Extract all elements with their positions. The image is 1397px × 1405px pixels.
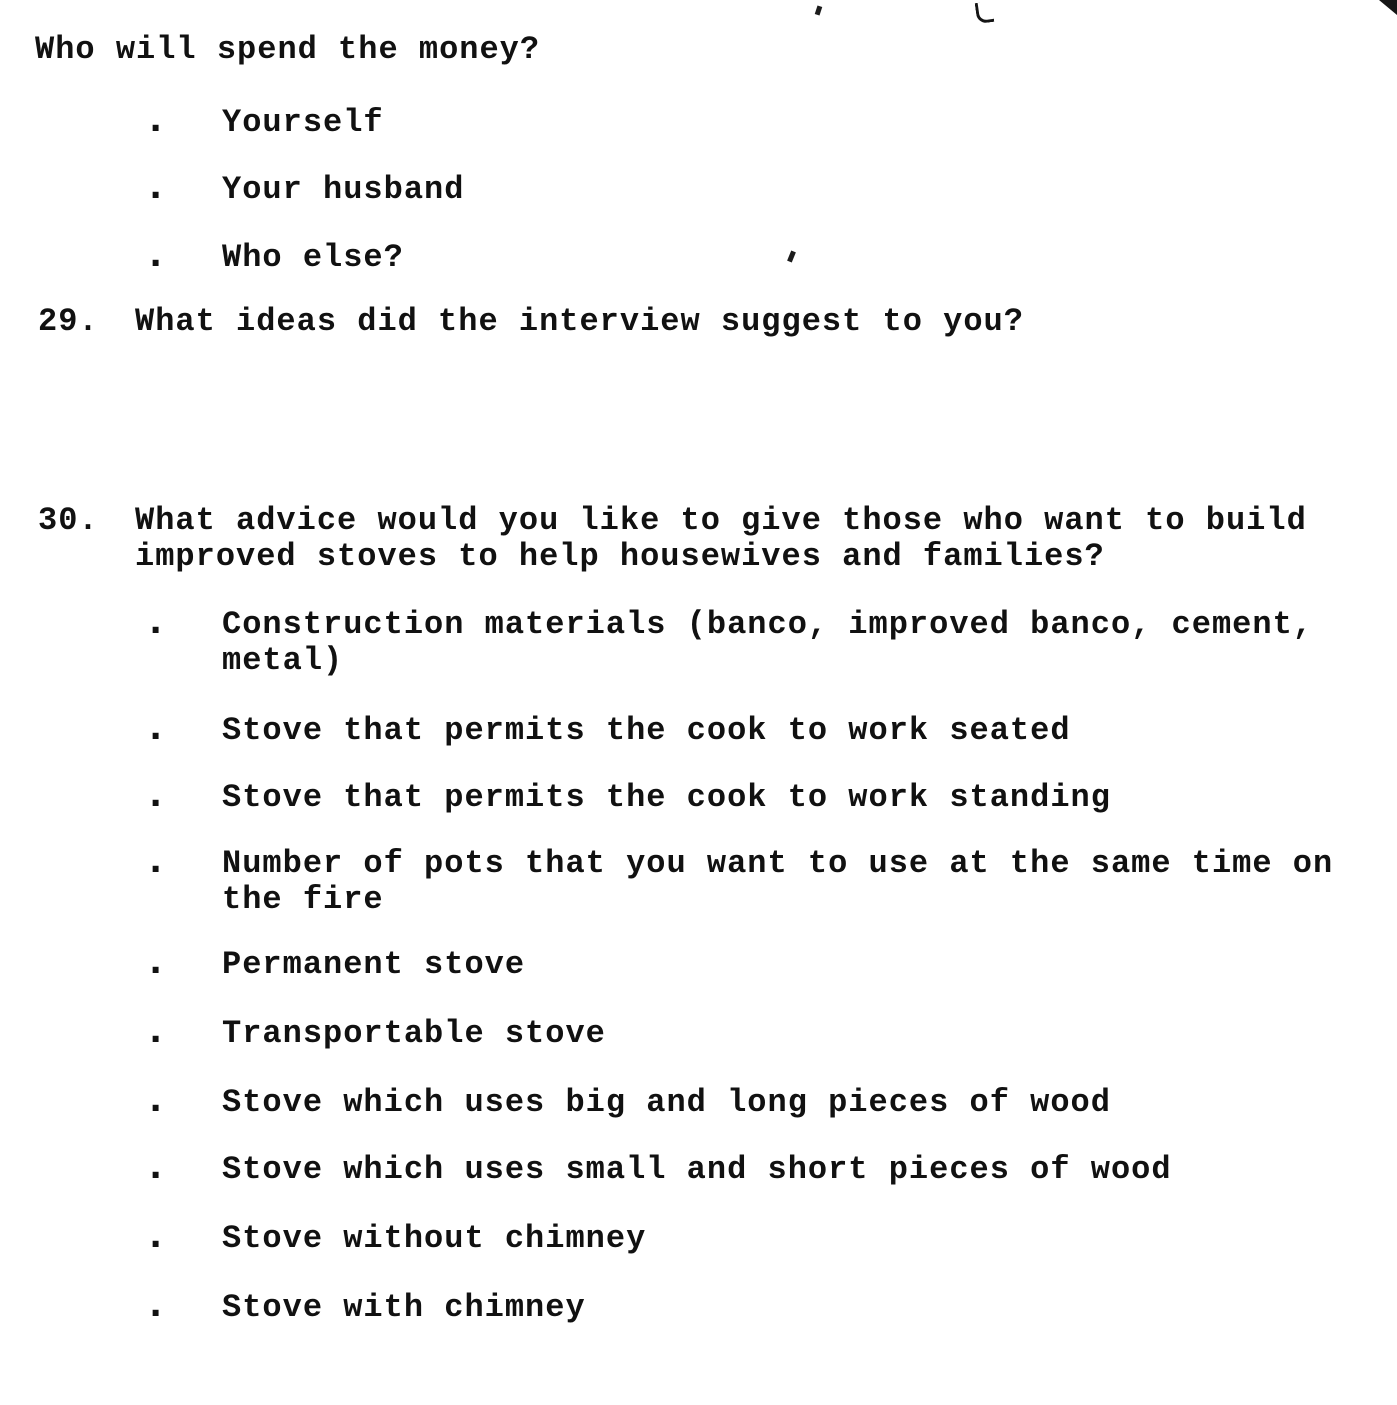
lead-question-text: Who will spend the money?	[35, 31, 541, 68]
bullet-icon: .	[143, 837, 170, 885]
option-label: Stove without chimney	[222, 1220, 647, 1257]
question-text: What advice would you like to give those who want to build improved stoves to help housewives and families?	[135, 502, 1307, 575]
option-label: Construction materials (banco, improved banco, cement, metal)	[222, 606, 1313, 679]
q30-option-row	[143, 1143, 1352, 1191]
bullet-icon: .	[143, 1143, 170, 1191]
scan-artifact-speck	[815, 5, 823, 15]
option-label: Number of pots that you want to use at the same time on the fire	[222, 845, 1334, 918]
option-label: Stove that permits the cook to work standing	[222, 779, 1111, 816]
bullet-icon: .	[143, 1076, 170, 1124]
bullet-icon: .	[143, 598, 170, 646]
lead-option-row	[143, 96, 1352, 144]
option-label: Stove that permits the cook to work seated	[222, 712, 1071, 749]
bullet-icon: .	[143, 96, 170, 144]
question-30	[0, 503, 1397, 575]
q30-option-row	[143, 938, 1352, 986]
q30-option-row	[143, 837, 1352, 918]
question-number: 30.	[38, 502, 99, 539]
question-number: 29.	[38, 303, 99, 340]
question-29	[0, 304, 1397, 340]
q30-option-row	[143, 1007, 1352, 1055]
scan-artifact-curve	[975, 1, 995, 24]
q30-option-row	[143, 598, 1352, 679]
lead-option-row	[143, 231, 1352, 279]
scan-artifact-corner	[1379, 0, 1397, 15]
option-label: Transportable stove	[222, 1015, 606, 1052]
bullet-icon: .	[143, 163, 170, 211]
option-label: Stove with chimney	[222, 1289, 586, 1326]
option-label: Stove which uses big and long pieces of wood	[222, 1084, 1111, 1121]
q30-option-row	[143, 704, 1352, 752]
option-label: Your husband	[222, 171, 465, 208]
q30-option-row	[143, 1076, 1352, 1124]
bullet-icon: .	[143, 231, 170, 279]
lead-option-row	[143, 163, 1352, 211]
bullet-icon: .	[143, 1281, 170, 1329]
q30-option-row	[143, 771, 1352, 819]
option-label: Stove which uses small and short pieces of wood	[222, 1151, 1172, 1188]
option-label: Who else?	[222, 239, 404, 276]
option-label: Yourself	[222, 104, 384, 141]
q30-option-row	[143, 1281, 1352, 1329]
bullet-icon: .	[143, 1212, 170, 1260]
bullet-icon: .	[143, 1007, 170, 1055]
q30-option-row	[143, 1212, 1352, 1260]
bullet-icon: .	[143, 938, 170, 986]
bullet-icon: .	[143, 704, 170, 752]
question-text: What ideas did the interview suggest to you?	[135, 303, 1024, 340]
bullet-icon: .	[143, 771, 170, 819]
option-label: Permanent stove	[222, 946, 526, 983]
